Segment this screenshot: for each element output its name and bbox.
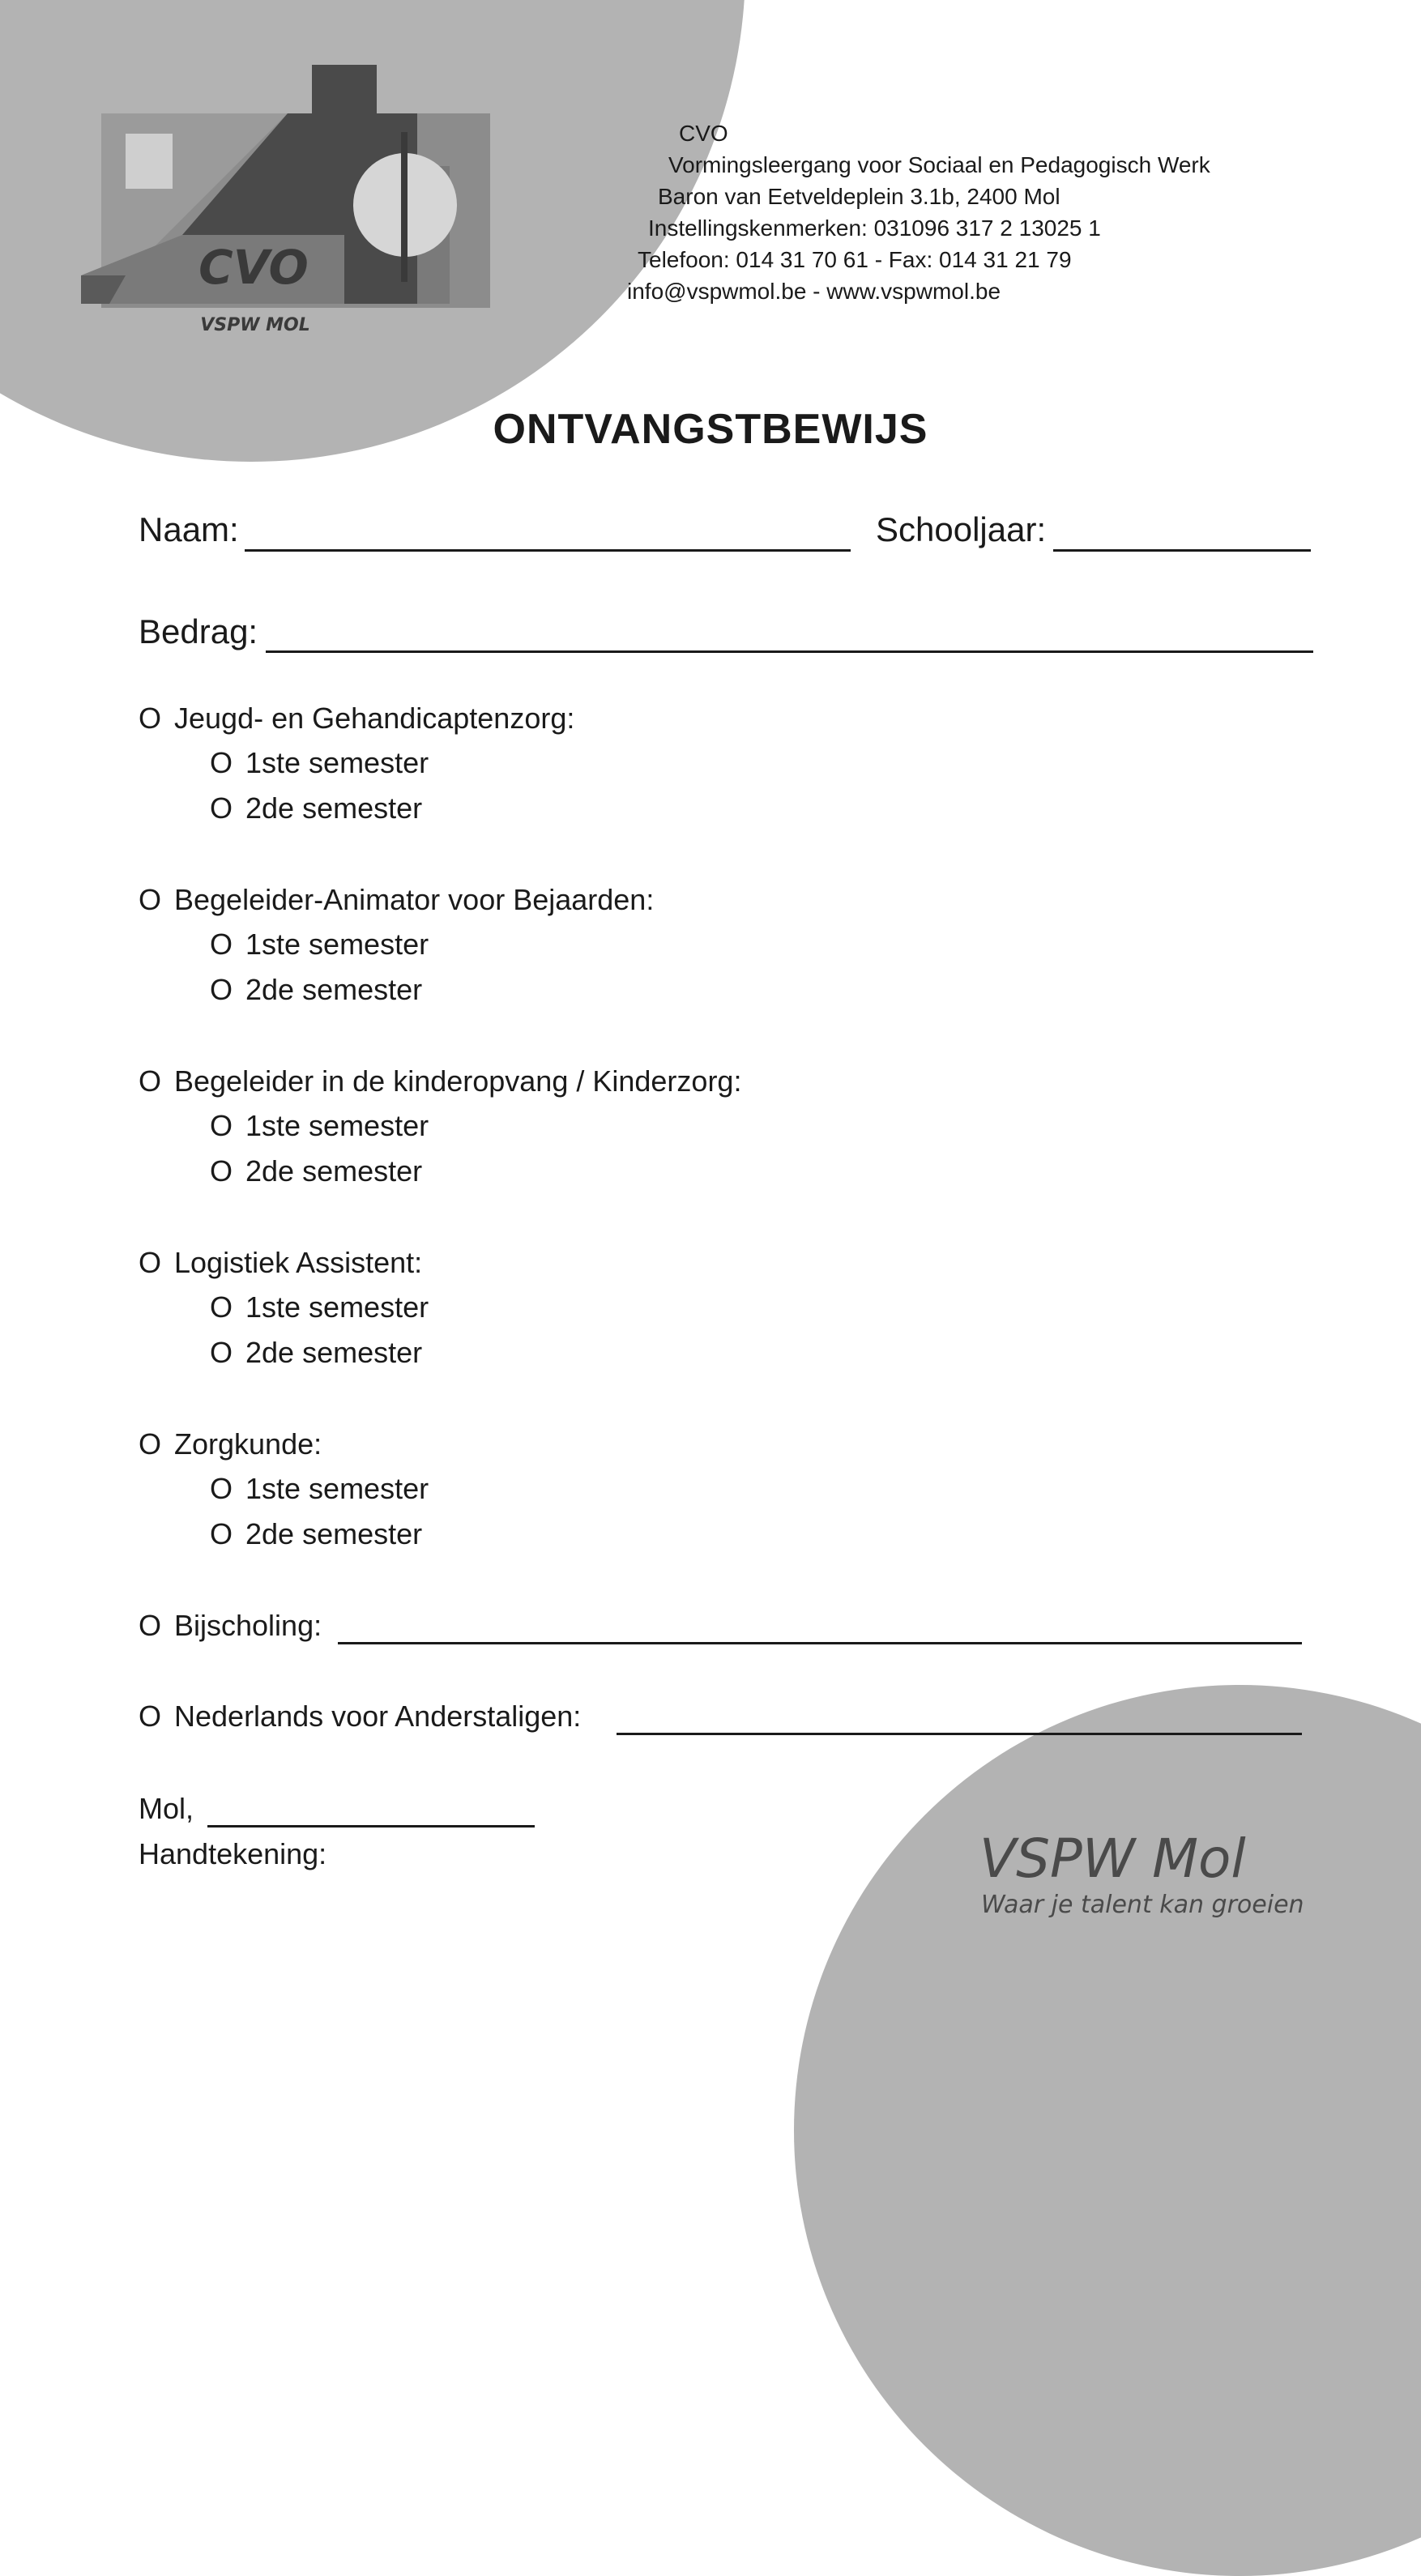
bedrag-field[interactable] xyxy=(266,650,1313,653)
naam-label: Naam: xyxy=(139,510,239,548)
semester-option[interactable] xyxy=(210,1290,429,1324)
address-line-contact: info@vspwmol.be - www.vspwmol.be xyxy=(627,279,1001,304)
semester-option[interactable] xyxy=(210,791,422,825)
option-circle: O xyxy=(139,1700,162,1733)
semester-option[interactable] xyxy=(210,928,429,962)
place-label: Mol, xyxy=(139,1792,194,1825)
option-circle: O xyxy=(210,1109,233,1142)
semester-option[interactable] xyxy=(210,973,422,1007)
option-circle: O xyxy=(210,1154,233,1188)
course-option[interactable] xyxy=(139,1246,422,1280)
semester-option[interactable] xyxy=(210,1109,429,1143)
semester-label: 1ste semester xyxy=(245,1472,429,1505)
naam-field[interactable] xyxy=(245,549,851,552)
option-circle: O xyxy=(139,1609,162,1642)
semester-option[interactable] xyxy=(210,746,429,780)
course-option[interactable] xyxy=(139,702,574,736)
semester-label: 2de semester xyxy=(245,973,423,1006)
semester-label: 2de semester xyxy=(245,1336,423,1369)
option-circle: O xyxy=(210,1472,233,1505)
brand-tagline xyxy=(976,1819,1357,1932)
nederlands-field[interactable] xyxy=(617,1733,1302,1735)
option-circle: O xyxy=(139,702,162,735)
brand-name: VSPW Mol xyxy=(979,1828,1246,1890)
semester-label: 2de semester xyxy=(245,1154,423,1188)
cvo-logo xyxy=(77,61,531,344)
address-line-org: CVO xyxy=(679,121,728,146)
address-line-street: Baron van Eetveldeplein 3.1b, 2400 Mol xyxy=(658,184,1060,209)
schooljaar-field[interactable] xyxy=(1053,549,1311,552)
option-circle: O xyxy=(139,1427,162,1461)
option-circle: O xyxy=(139,1246,162,1279)
bijscholing-option[interactable] xyxy=(139,1609,322,1643)
option-circle: O xyxy=(210,1517,233,1550)
course-option[interactable] xyxy=(139,1427,322,1461)
course-label: Logistiek Assistent: xyxy=(174,1246,423,1279)
address-line-phone: Telefoon: 014 31 70 61 - Fax: 014 31 21 79 xyxy=(638,247,1072,272)
option-circle: O xyxy=(210,791,233,825)
schooljaar-label: Schooljaar: xyxy=(876,510,1047,548)
course-label: Jeugd- en Gehandicaptenzorg: xyxy=(174,702,575,735)
bijscholing-label: Bijscholing: xyxy=(174,1609,322,1642)
course-option[interactable] xyxy=(139,883,654,917)
semester-option[interactable] xyxy=(210,1517,422,1551)
semester-option[interactable] xyxy=(210,1336,422,1370)
course-option[interactable] xyxy=(139,1064,741,1098)
course-label: Begeleider-Animator voor Bejaarden: xyxy=(174,883,655,916)
course-label: Begeleider in de kinderopvang / Kinderzorg: xyxy=(174,1064,742,1098)
nederlands-option[interactable] xyxy=(139,1700,581,1734)
option-circle: O xyxy=(210,1290,233,1324)
option-circle: O xyxy=(210,1336,233,1369)
semester-label: 1ste semester xyxy=(245,1109,429,1142)
bedrag-label: Bedrag: xyxy=(139,612,258,650)
semester-label: 1ste semester xyxy=(245,746,429,779)
signature-label: Handtekening: xyxy=(139,1837,327,1870)
address-line-fullname: Vormingsleergang voor Sociaal en Pedagogisch Werk xyxy=(668,152,1210,177)
option-circle: O xyxy=(210,746,233,779)
page-title: ONTVANGSTBEWIJS xyxy=(493,406,928,453)
nederlands-label: Nederlands voor Anderstaligen: xyxy=(174,1700,582,1733)
address-line-ids: Instellingskenmerken: 031096 317 2 13025 1 xyxy=(648,215,1101,241)
option-circle: O xyxy=(210,973,233,1006)
option-circle: O xyxy=(139,1064,162,1098)
semester-label: 2de semester xyxy=(245,1517,423,1550)
course-label: Zorgkunde: xyxy=(174,1427,322,1461)
date-field[interactable] xyxy=(207,1825,535,1828)
semester-option[interactable] xyxy=(210,1154,422,1188)
logo-subtext: VSPW MOL xyxy=(200,315,310,335)
bijscholing-field[interactable] xyxy=(338,1642,1302,1644)
semester-option[interactable] xyxy=(210,1472,429,1506)
logo-text: CVO xyxy=(198,240,309,295)
brand-slogan: Waar je talent kan groeien xyxy=(981,1891,1304,1919)
option-circle: O xyxy=(139,883,162,916)
semester-label: 1ste semester xyxy=(245,1290,429,1324)
semester-label: 2de semester xyxy=(245,791,423,825)
semester-label: 1ste semester xyxy=(245,928,429,961)
option-circle: O xyxy=(210,928,233,961)
